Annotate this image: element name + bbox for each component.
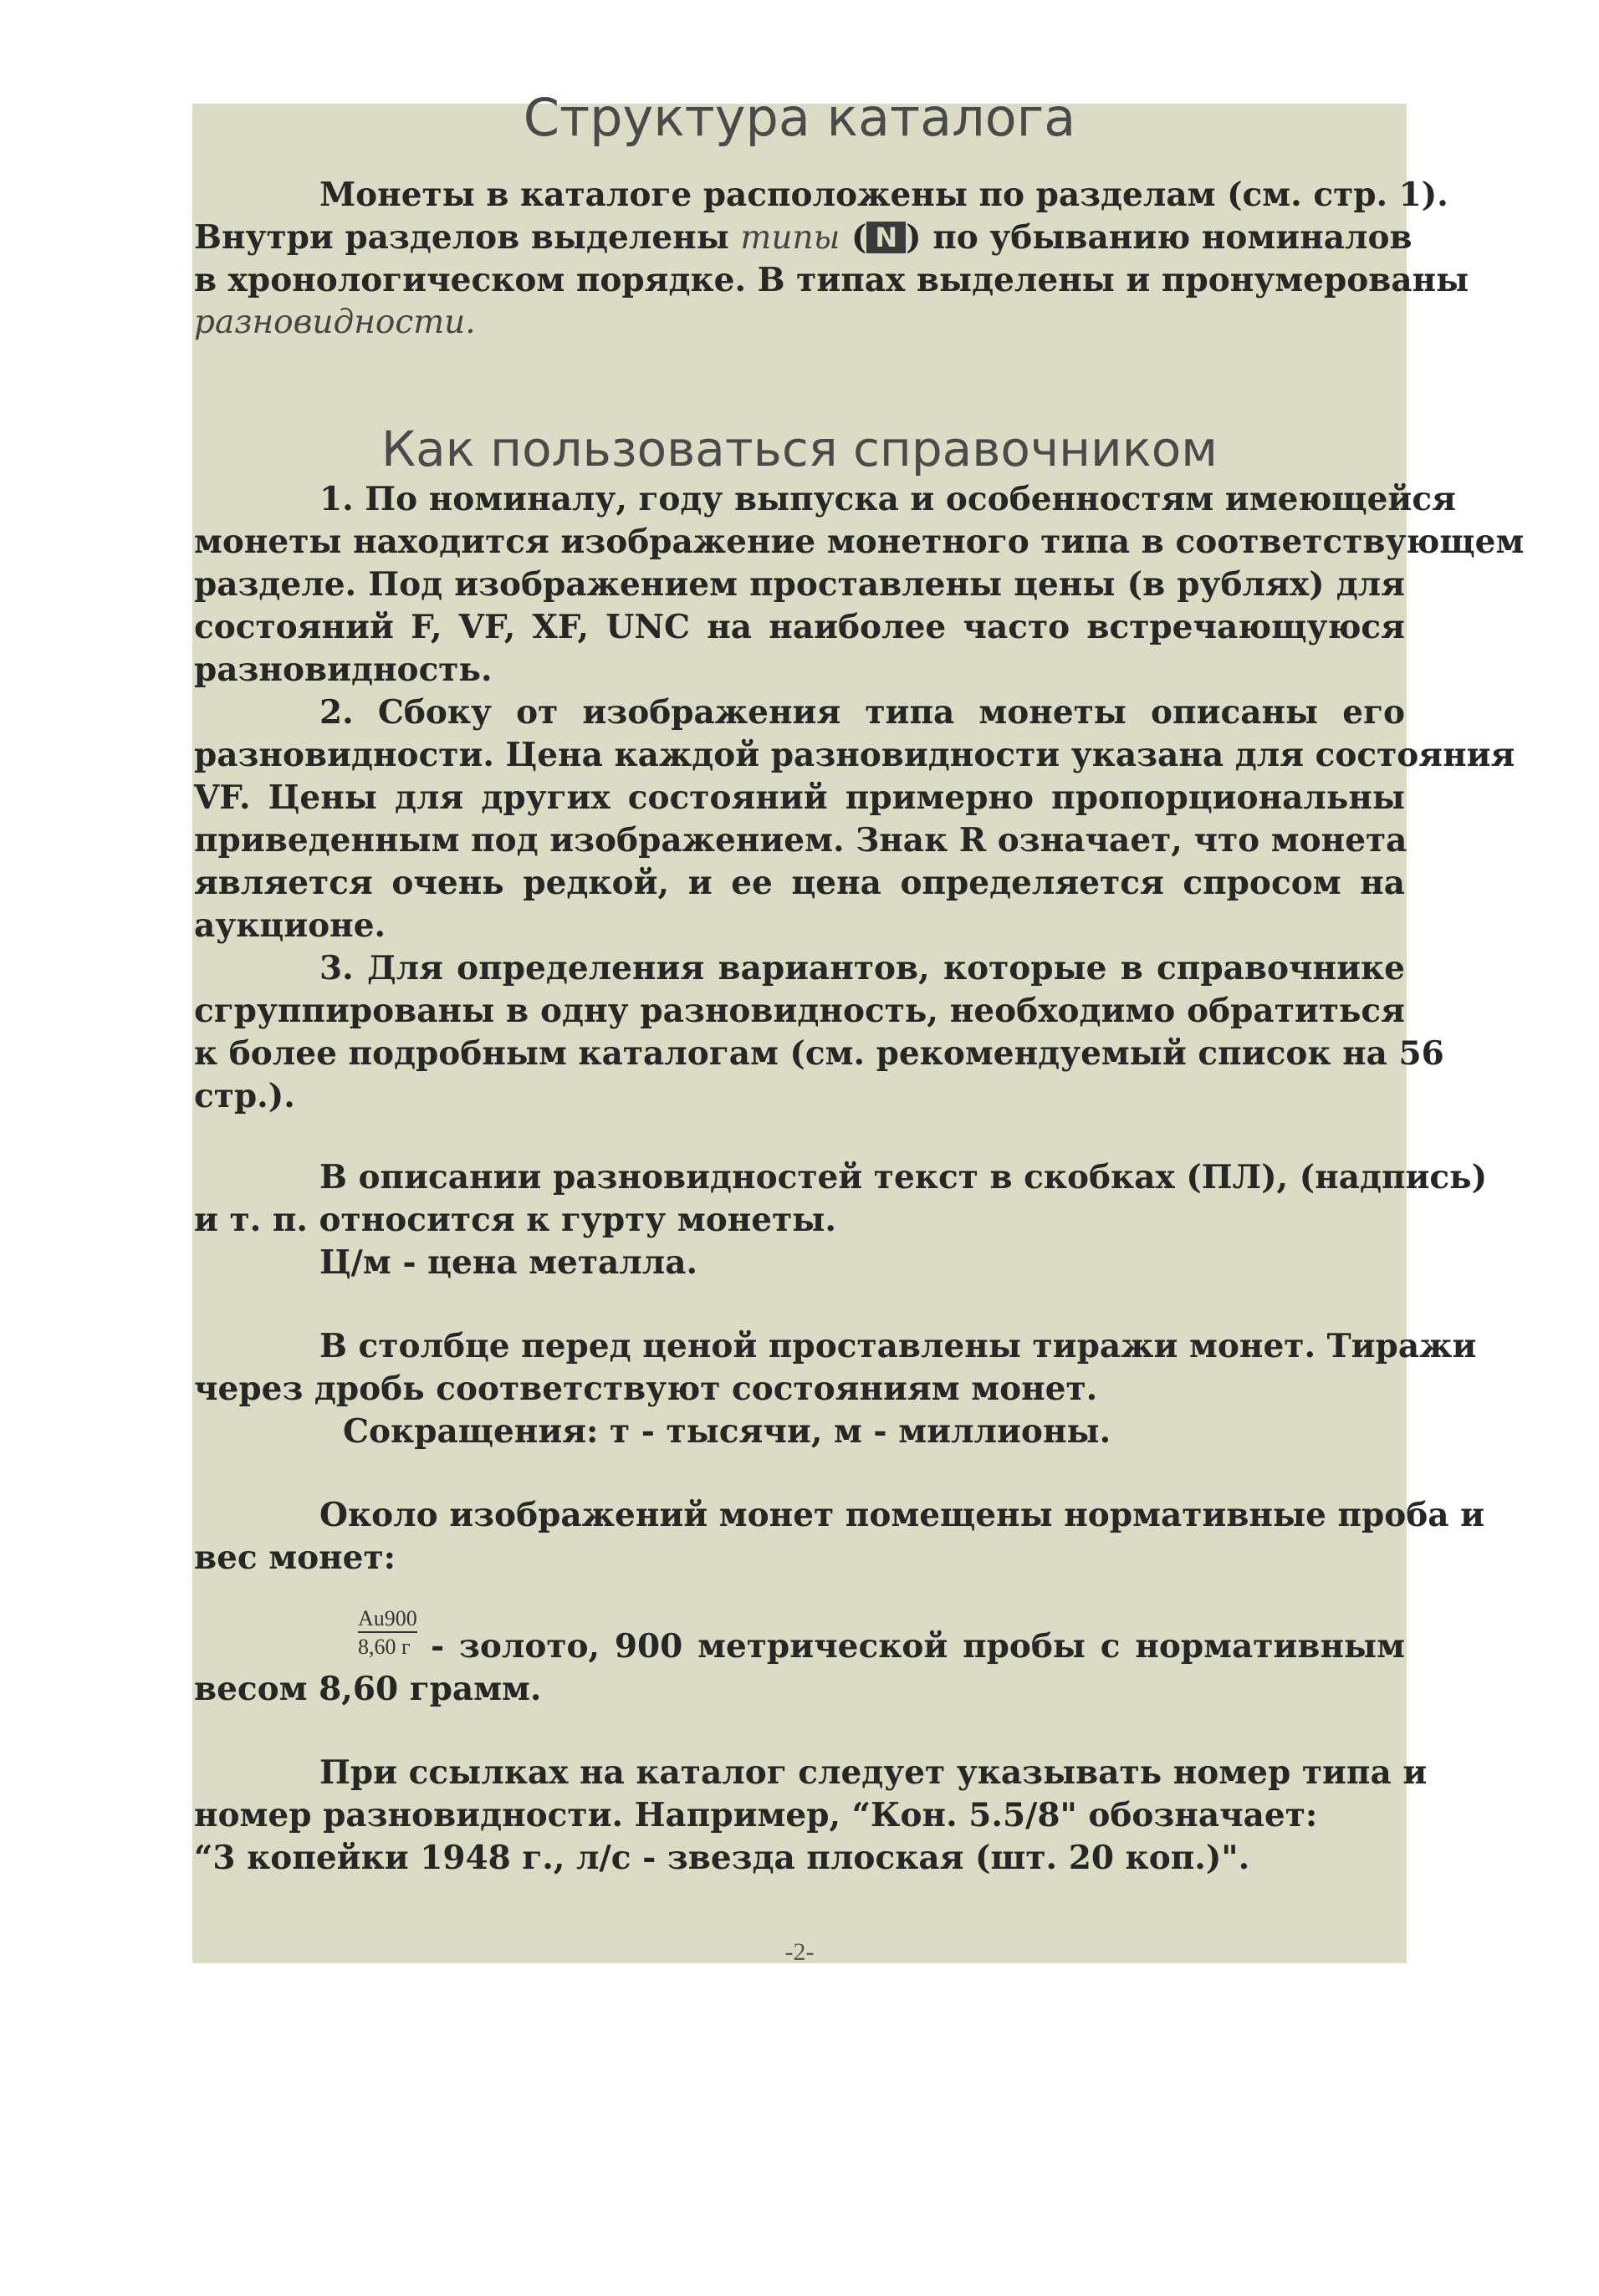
- italic-term: типы: [740, 219, 840, 257]
- paragraph-line: - золото, 900 метрической пробы с нормативным: [431, 1627, 1405, 1666]
- paragraph-line: разделе. Под изображением проставлены цены (в рублях) для: [194, 565, 1405, 604]
- paragraph-line: аукционе.: [194, 906, 386, 945]
- section-title-catalog-structure: Структура каталога: [523, 87, 1076, 148]
- paragraph-line: Монеты в каталоге расположены по разделам (см. стр. 1).: [319, 176, 1448, 214]
- fraction-denominator: 8,60 г: [358, 1635, 411, 1659]
- paragraph-line: При ссылках на каталог следует указывать номер типа и: [319, 1753, 1428, 1792]
- paragraph-line: 1. По номиналу, году выпуска и особенностям имеющейся: [319, 480, 1456, 518]
- section-title-how-to-use: Как пользоваться справочником: [381, 421, 1218, 477]
- text-span: Внутри разделов выделены: [194, 218, 729, 257]
- paragraph-line: 3. Для определения вариантов, которые в справочнике: [319, 949, 1405, 987]
- paragraph-line: является очень редкой, и ее цена определяется спросом на: [194, 864, 1405, 902]
- paragraph-line: разновидности. Цена каждой разновидности указана для состояния: [194, 736, 1515, 774]
- paragraph-line: в хронологическом порядке. В типах выделены и пронумерованы: [194, 261, 1469, 299]
- page-number: -2-: [784, 1938, 815, 1966]
- paragraph-line: Около изображений монет помещены нормативные проба и: [319, 1496, 1485, 1534]
- paragraph-line: разновидность.: [194, 651, 493, 689]
- paragraph-line: и т. п. относится к гурту монеты.: [194, 1201, 836, 1239]
- paragraph-line: 2. Сбоку от изображения типа монеты описаны его: [319, 693, 1405, 732]
- type-badge: ( N ): [851, 218, 922, 257]
- paragraph-line: “3 копейки 1948 г., л/с - звезда плоская (шт. 20 коп.)".: [194, 1839, 1250, 1877]
- paragraph-line: номер разновидности. Например, “Кон. 5.5/8" обозначает:: [194, 1796, 1318, 1834]
- paragraph-line: весом 8,60 грамм.: [194, 1670, 542, 1708]
- paragraph-line: разновидности.: [194, 304, 476, 341]
- paragraph-line: вес монет:: [194, 1538, 396, 1577]
- paragraph-line: Сокращения: т - тысячи, м - миллионы.: [343, 1412, 1111, 1451]
- paragraph-line: В описании разновидностей текст в скобках (ПЛ), (надпись): [319, 1158, 1488, 1196]
- paragraph-line: монеты находится изображение монетного типа в соответствующем: [194, 523, 1525, 561]
- paragraph-line: к более подробным каталогам (см. рекомендуемый список на 56: [194, 1034, 1444, 1073]
- paragraph-line: через дробь соответствуют состояниям монет.: [194, 1370, 1098, 1408]
- fraction-numerator: Au900: [358, 1606, 417, 1633]
- n-badge-icon: N: [866, 222, 906, 253]
- paragraph-line: сгруппированы в одну разновидность, необходимо обратиться: [194, 992, 1405, 1030]
- paragraph-line: [194, 217, 1413, 259]
- paragraph-line: приведенным под изображением. Знак R означает, что монета: [194, 821, 1407, 860]
- paragraph-line: VF. Цены для других состояний примерно пропорциональны: [194, 778, 1405, 817]
- paragraph-line: Ц/м - цена металла.: [319, 1243, 698, 1282]
- paragraph-line: состояний F, VF, XF, UNC на наиболее часто встречающуюся: [194, 608, 1405, 646]
- text-span: по убыванию номиналов: [932, 218, 1413, 257]
- paragraph-line: В столбце перед ценой проставлены тиражи монет. Тиражи: [319, 1327, 1477, 1365]
- paragraph-line: стр.).: [194, 1077, 295, 1115]
